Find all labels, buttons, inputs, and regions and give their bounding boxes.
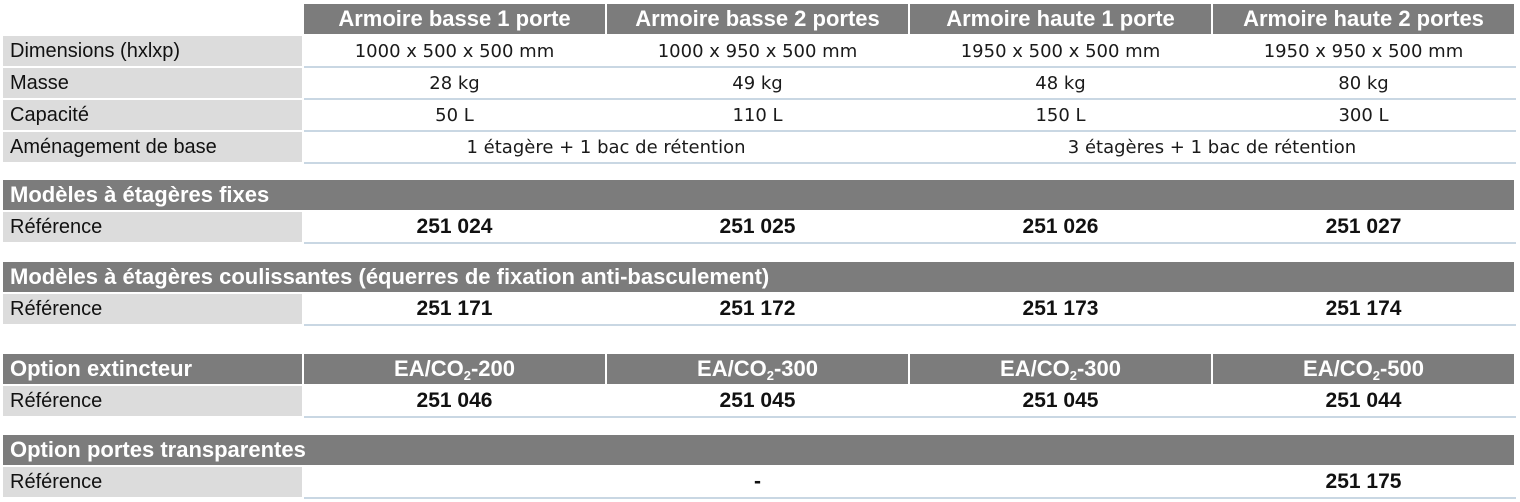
spec-value: 28 kg <box>303 67 606 99</box>
extincteur-table <box>3 354 1516 418</box>
ref-value: 251 175 <box>1212 466 1515 498</box>
spec-label: Masse <box>3 67 303 99</box>
ref-value: 251 024 <box>303 211 606 243</box>
transparentes-table <box>3 435 1516 499</box>
spec-value: 80 kg <box>1212 67 1515 99</box>
header-col-1: Armoire basse 1 porte <box>303 4 606 35</box>
spec-label: Capacité <box>3 99 303 131</box>
section-fixes-header <box>3 180 1515 211</box>
coulissantes-table <box>3 262 1516 326</box>
header-blank-cell <box>3 4 303 35</box>
ref-label: Référence <box>3 385 303 417</box>
section-transparentes-header <box>3 435 1515 466</box>
section-title: Modèles à étagères coulissantes (équerres de fixation anti-basculement) <box>3 262 1515 293</box>
extincteur-model-4: $EA/CO_2-500$ <box>1212 354 1515 385</box>
ref-row-transparentes <box>3 466 1515 498</box>
ref-value: 251 025 <box>606 211 909 243</box>
fixes-table <box>3 180 1516 244</box>
section-title: Option portes transparentes <box>3 435 1515 466</box>
spec-row-masse <box>3 67 1515 99</box>
ref-label: Référence <box>3 211 303 243</box>
ref-value: 251 171 <box>303 293 606 325</box>
ref-value: 251 173 <box>909 293 1212 325</box>
amenagement-basse: 1 étagère + 1 bac de rétention <box>303 131 909 163</box>
ref-value: 251 026 <box>909 211 1212 243</box>
ref-label: Référence <box>3 466 303 498</box>
spec-value: 1950 x 950 x 500 mm <box>1212 35 1515 67</box>
spec-value: 49 kg <box>606 67 909 99</box>
ref-label: Référence <box>3 293 303 325</box>
ref-value: 251 174 <box>1212 293 1515 325</box>
ref-value: 251 046 <box>303 385 606 417</box>
section-title: Modèles à étagères fixes <box>3 180 1515 211</box>
spec-value: 1950 x 500 x 500 mm <box>909 35 1212 67</box>
ref-value: 251 172 <box>606 293 909 325</box>
ref-dash: - <box>303 466 1212 498</box>
ref-value: 251 027 <box>1212 211 1515 243</box>
extincteur-model-3: $EA/CO_2-300$ <box>909 354 1212 385</box>
spec-value: 50 L <box>303 99 606 131</box>
ref-value: 251 044 <box>1212 385 1515 417</box>
spec-value: 110 L <box>606 99 909 131</box>
spec-value: 48 kg <box>909 67 1212 99</box>
header-col-4: Armoire haute 2 portes <box>1212 4 1515 35</box>
section-title: Option extincteur <box>3 354 303 385</box>
spec-value: 1000 x 500 x 500 mm <box>303 35 606 67</box>
ref-row-coulissantes <box>3 293 1515 325</box>
spec-label: Aménagement de base <box>3 131 303 163</box>
amenagement-haute: 3 étagères + 1 bac de rétention <box>909 131 1515 163</box>
extincteur-model-2: $EA/CO_2-300$ <box>606 354 909 385</box>
header-row <box>3 4 1515 35</box>
header-col-2: Armoire basse 2 portes <box>606 4 909 35</box>
ref-row-extincteur <box>3 385 1515 417</box>
spec-row-dimensions <box>3 35 1515 67</box>
spec-label: Dimensions (hxlxp) <box>3 35 303 67</box>
ref-value: 251 045 <box>606 385 909 417</box>
spec-value: 300 L <box>1212 99 1515 131</box>
section-extincteur-header <box>3 354 1515 385</box>
section-coulissantes-header <box>3 262 1515 293</box>
ref-value: 251 045 <box>909 385 1212 417</box>
spec-table <box>3 4 1516 164</box>
header-col-3: Armoire haute 1 porte <box>909 4 1212 35</box>
spec-value: 150 L <box>909 99 1212 131</box>
spec-row-capacite <box>3 99 1515 131</box>
spec-value: 1000 x 950 x 500 mm <box>606 35 909 67</box>
spec-row-amenagement <box>3 131 1515 163</box>
ref-row-fixes <box>3 211 1515 243</box>
extincteur-model-1: $EA/CO_2-200$ <box>303 354 606 385</box>
